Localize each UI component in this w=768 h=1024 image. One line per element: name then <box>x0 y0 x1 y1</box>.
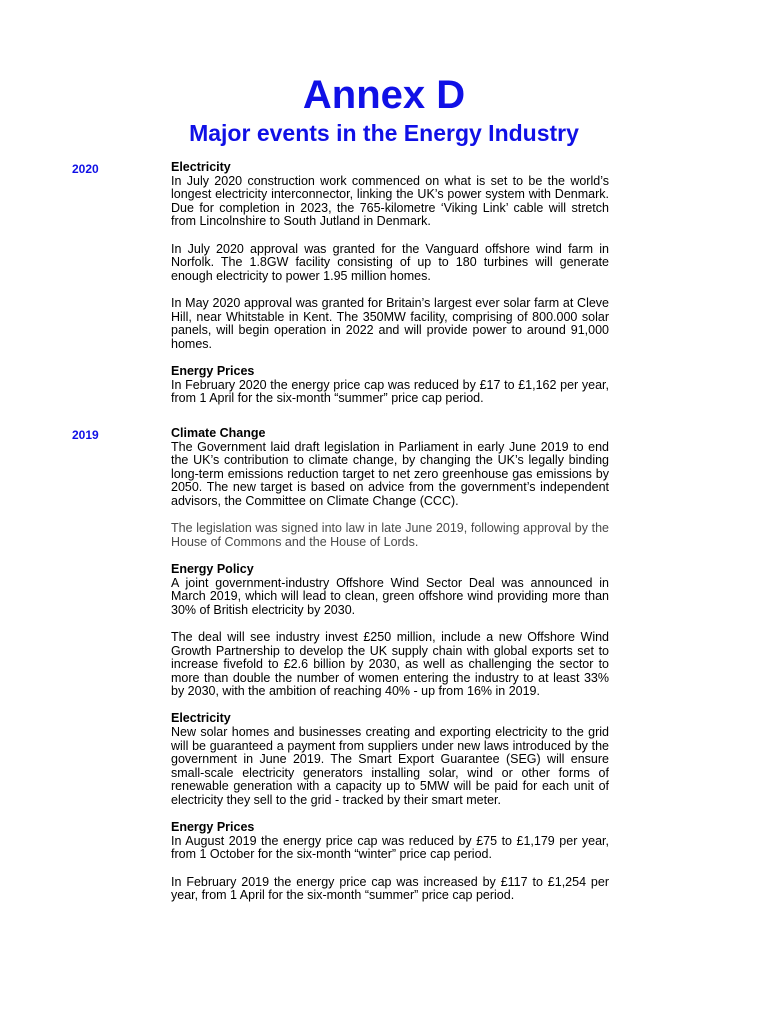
paragraph: In February 2020 the energy price cap was reduced by £17 to £1,162 per year, from 1 April for the six-month “summer” price cap period. <box>171 377 609 406</box>
section-2020 <box>171 161 609 419</box>
page-title: Annex D <box>302 73 466 117</box>
block-heading: Energy Prices <box>171 363 255 378</box>
block-heading: Climate Change <box>171 426 266 440</box>
block-heading: Energy Policy <box>171 561 254 576</box>
paragraph: In July 2020 construction work commenced on what is set to be the world’s longest electricity interconnector, linking the UK’s power system with Denmark. Due for completion in 2023, the 765-kilometre ‘Viking Link’ cable will stretch from Lincolnshire to South Jutland in Denmark. <box>171 173 609 229</box>
section-2019 <box>171 427 609 916</box>
block-heading: Electricity <box>171 160 231 174</box>
year-label-2020: 2020 <box>72 162 99 176</box>
paragraph: In August 2019 the energy price cap was reduced by £75 to £1,179 per year, from 1 October for the six-month “winter” price cap period. <box>171 833 609 862</box>
block-heading: Electricity <box>171 711 231 726</box>
paragraph: The deal will see industry invest £250 million, include a new Offshore Wind Growth Partnership to develop the UK supply chain with global exports set to increase fivefold to £2.6 billion by 2030, as well as challenging the sector to more than double the number of women entering the industry to at least 33% by 2030, with the ambition of reaching 40% - up from 16% in 2019. <box>171 629 609 699</box>
paragraph: The Government laid draft legislation in Parliament in early June 2019 to end the UK’s contribution to climate change, by changing the UK’s legally binding long-term emissions reduction target to net zero greenhouse gas emissions by 2050. The new target is based on advice from the government’s independent advisors, the Committee on Climate Change (CCC). <box>171 439 609 508</box>
page-subtitle: Major events in the Energy Industry <box>189 120 579 146</box>
year-label-2019: 2019 <box>72 428 99 442</box>
paragraph: In July 2020 approval was granted for the Vanguard offshore wind farm in Norfolk. The 1.8GW facility consisting of up to 180 turbines will generate enough electricity to power 1.95 million homes. <box>171 241 609 283</box>
paragraph: In May 2020 approval was granted for Britain’s largest ever solar farm at Cleve Hill, near Whitstable in Kent. The 350MW facility, comprising of 800.000 solar panels, will begin operation in 2022 and will provide power to around 91,000 homes. <box>171 295 609 351</box>
paragraph: New solar homes and businesses creating and exporting electricity to the grid will be guaranteed a payment from suppliers under new laws introduced by the government in June 2019. The Smart Export Guarantee (SEG) will ensure small-scale electricity generators installing solar, wind or other forms of renewable generation with a capacity up to 5MW will be paid for each unit of electricity they sell to the grid - tracked by their smart meter. <box>171 725 609 808</box>
block-heading: Energy Prices <box>171 820 255 835</box>
paragraph: In February 2019 the energy price cap was increased by £117 to £1,254 per year, from 1 April for the six-month “summer” price cap period. <box>171 874 609 903</box>
paragraph: A joint government-industry Offshore Wind Sector Deal was announced in March 2019, which will lead to clean, green offshore wind providing more than 30% of British electricity by 2030. <box>171 575 609 617</box>
paragraph: The legislation was signed into law in late June 2019, following approval by the House of Commons and the House of Lords. <box>171 521 609 549</box>
